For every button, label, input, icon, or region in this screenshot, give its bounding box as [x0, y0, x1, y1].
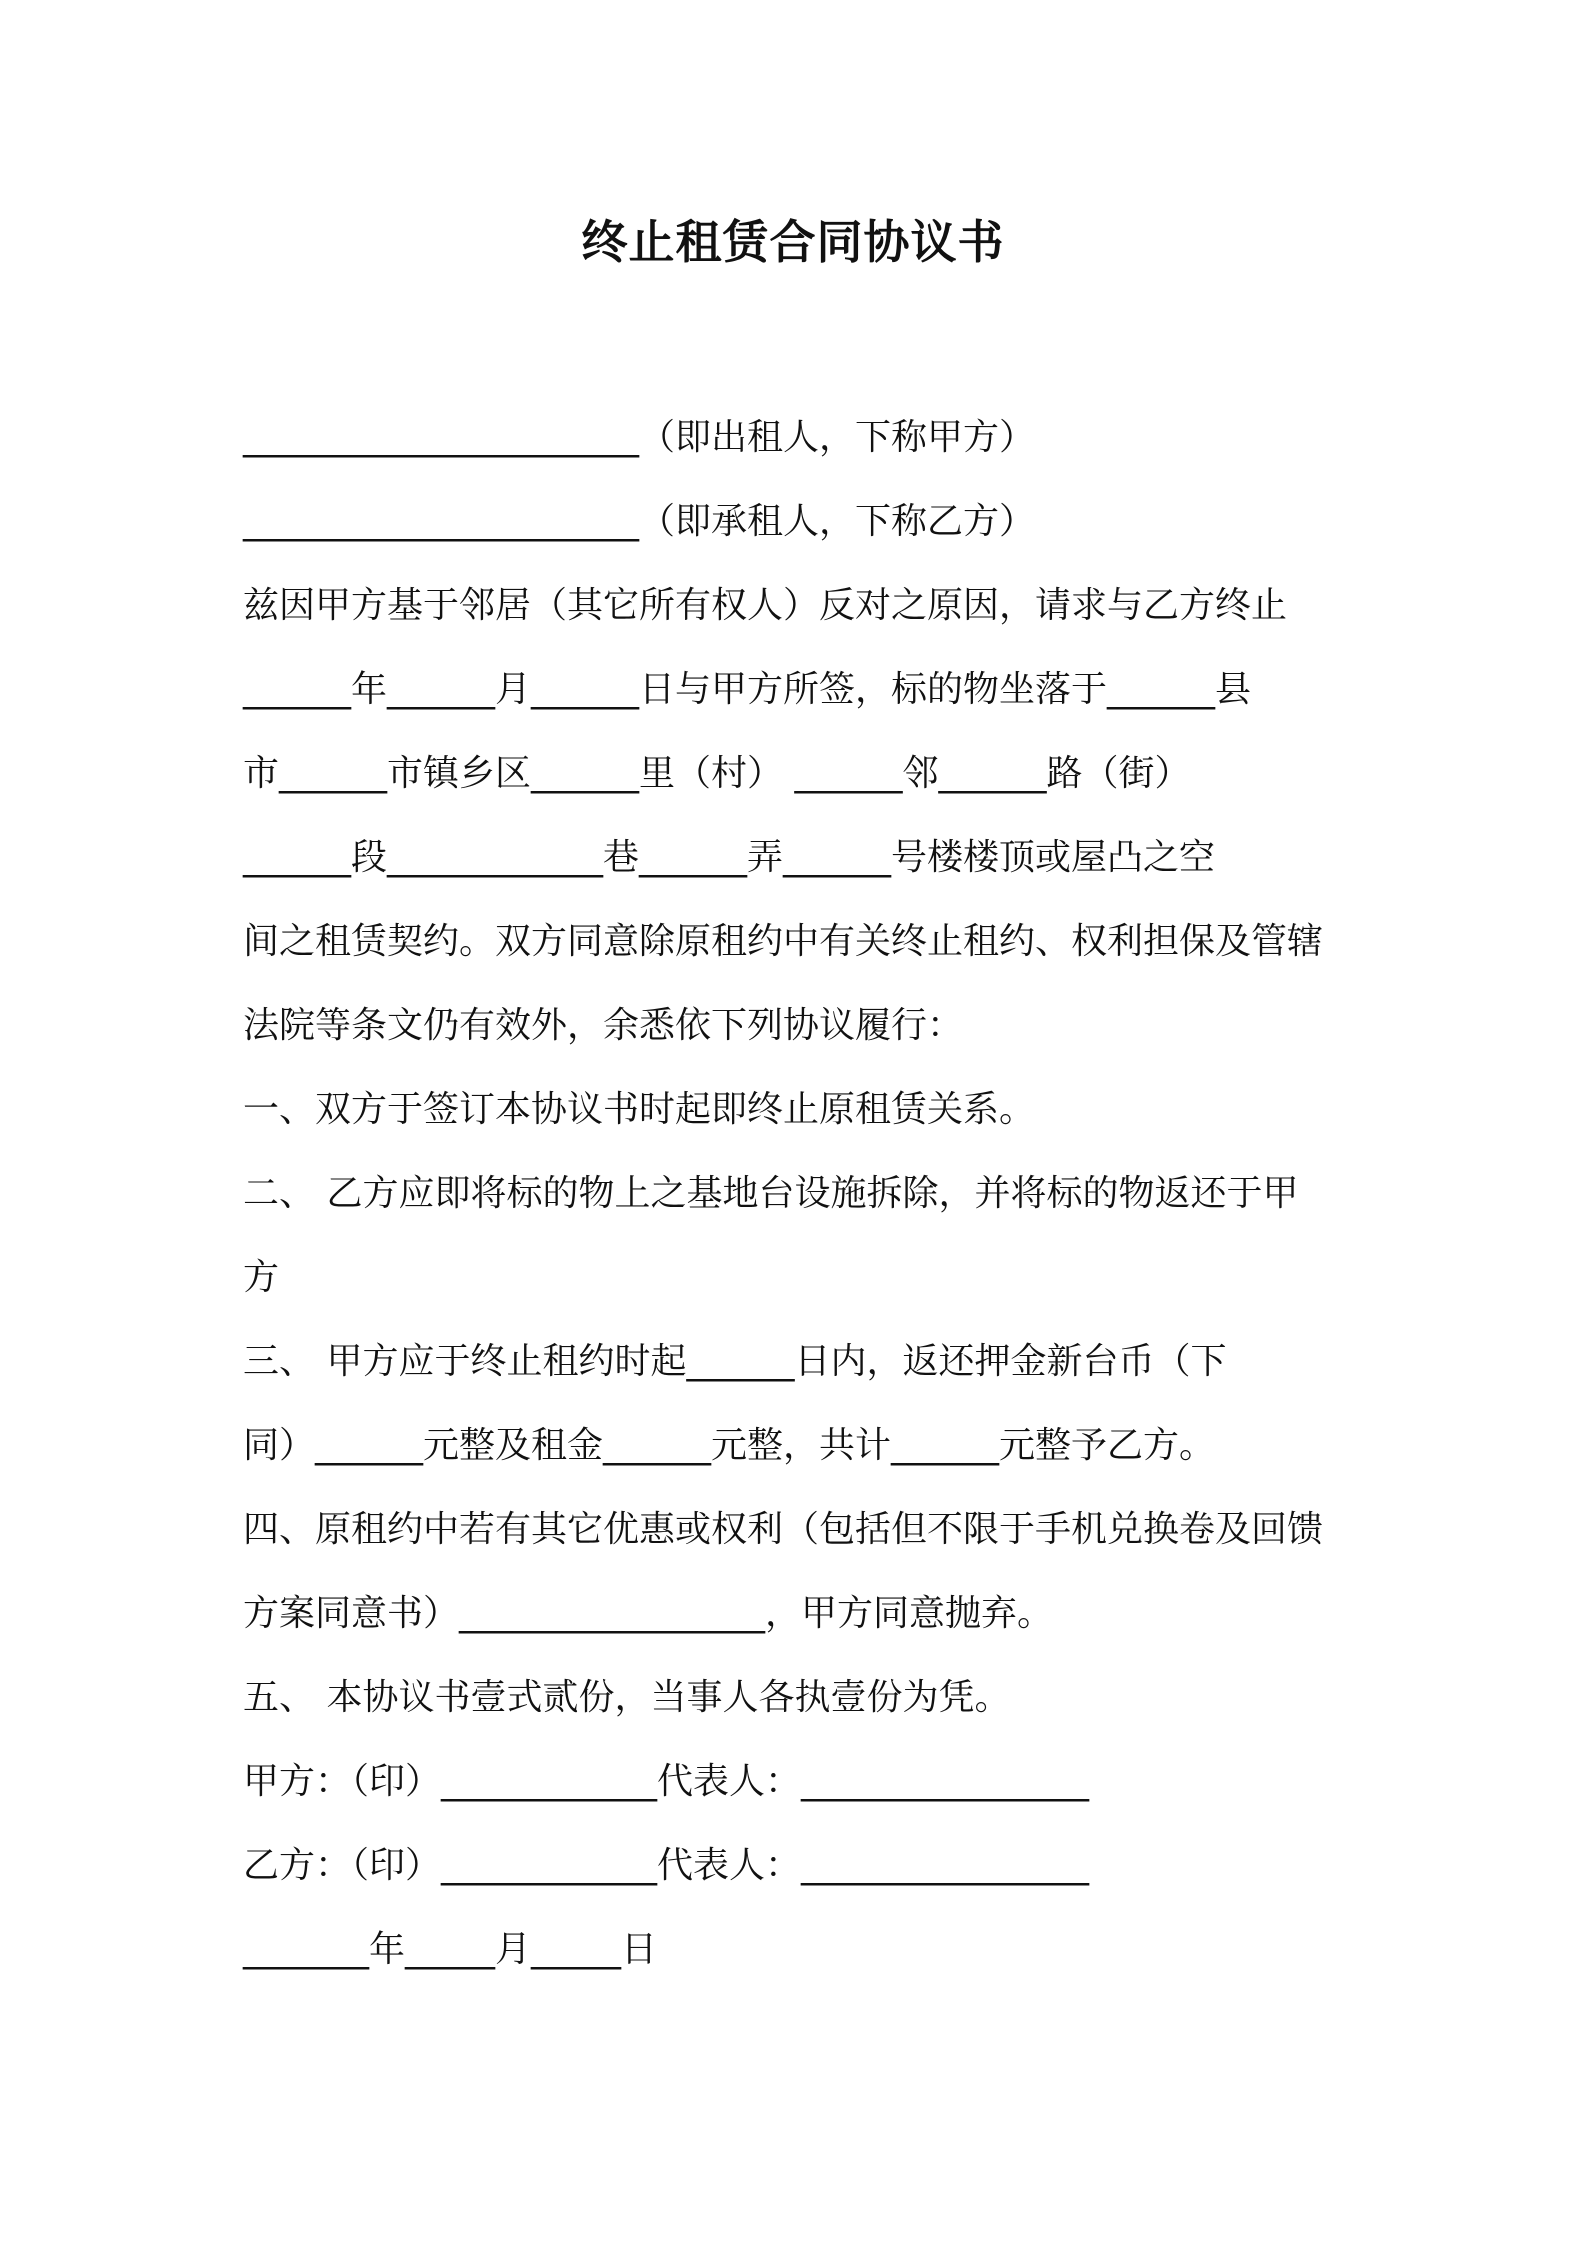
clause-3-continued: 同）______元整及租金______元整，共计______元整予乙方。 — [243, 1425, 1216, 1466]
clause-2: 二、 乙方应即将标的物上之基地台设施拆除，并将标的物返还于甲 — [243, 1173, 1299, 1214]
lessor-line: ______________________（即出租人，下称甲方） — [243, 417, 1036, 458]
clause-2-continued: 方 — [243, 1257, 280, 1298]
party-b-signature-line: 乙方：（印）____________代表人：________________ — [243, 1845, 1090, 1886]
document-body — [243, 410, 1363, 2006]
document-title: 终止租赁合同协议书 — [581, 215, 1005, 269]
lessee-line: ______________________（即承租人，下称乙方） — [243, 501, 1036, 542]
preamble-line: 兹因甲方基于邻居（其它所有权人）反对之原因，请求与乙方终止 — [243, 585, 1288, 626]
clause-4: 四、原租约中若有其它优惠或权利（包括但不限于手机兑换卷及回馈 — [243, 1509, 1324, 1550]
preamble-line: 法院等条文仍有效外，余悉依下列协议履行： — [243, 1005, 964, 1046]
clause-3: 三、 甲方应于终止租约时起______日内，返还押金新台币（下 — [243, 1341, 1227, 1382]
preamble-line: 市______市镇乡区______里（村） ______邻______路（街） — [243, 753, 1191, 794]
clause-1: 一、双方于签订本协议书时起即终止原租赁关系。 — [243, 1089, 1036, 1130]
date-line: _______年_____月_____日 — [243, 1929, 657, 1970]
preamble-line: ______年______月______日与甲方所签，标的物坐落于______县 — [243, 669, 1252, 710]
clause-4-continued: 方案同意书）_________________，甲方同意抛弃。 — [243, 1593, 1054, 1634]
preamble-line: ______段____________巷______弄______号楼楼顶或屋凸之空 — [243, 837, 1216, 878]
party-a-signature-line: 甲方：（印）____________代表人：________________ — [243, 1761, 1090, 1802]
preamble-line: 间之租赁契约。双方同意除原租约中有关终止租约、权利担保及管辖 — [243, 921, 1324, 962]
clause-5: 五、 本协议书壹式贰份，当事人各执壹份为凭。 — [243, 1677, 1011, 1718]
